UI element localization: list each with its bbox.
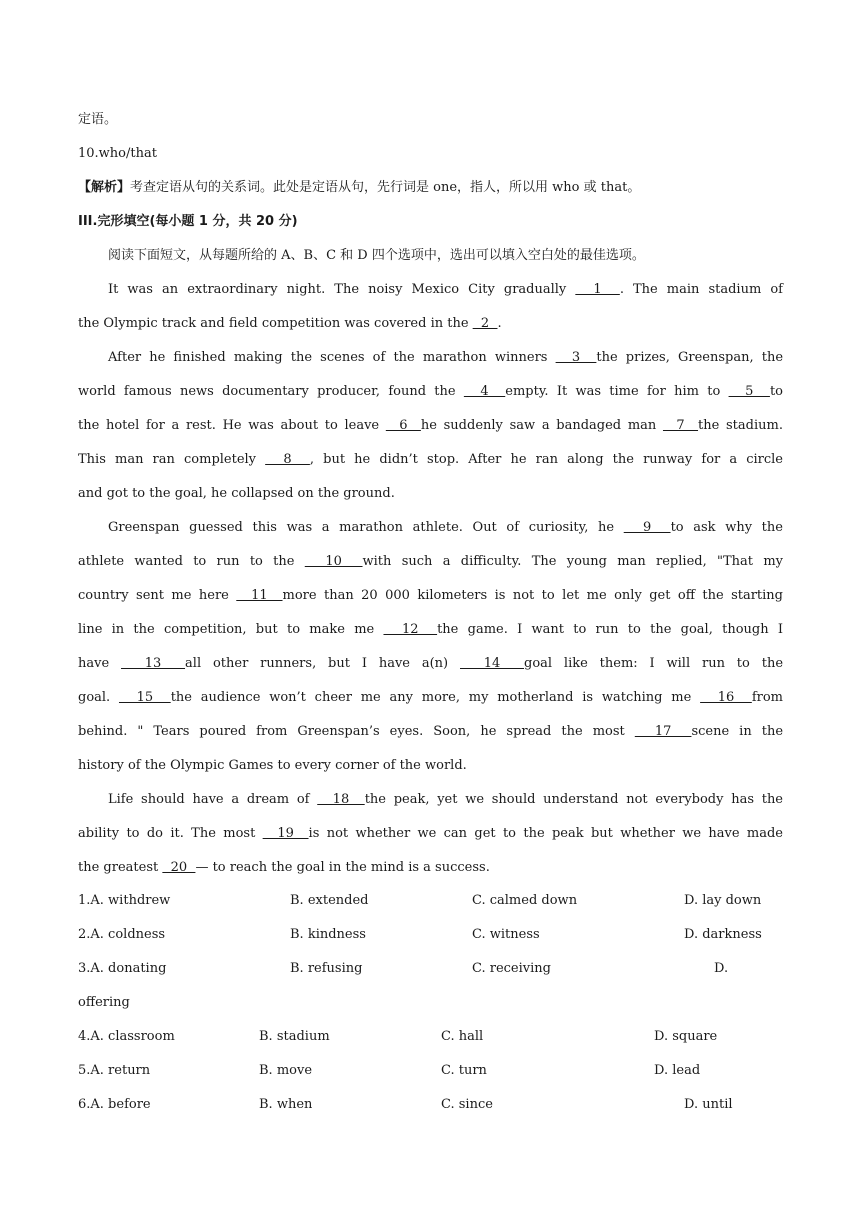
explanation — [78, 178, 783, 198]
instructions: 阅读下面短文，从每题所给的 A、B、C 和 D 四个选项中，选出可以填入空白处的最佳选项。 — [108, 248, 645, 263]
passage-line: After he finished making the scenes of the marathon winners 3 the prizes, Greenspan, the — [108, 350, 784, 365]
passage-line: have 13 all other runners, but I have a(n) 14 goal like them: I will run to the — [78, 656, 784, 671]
option-5a: 5.A. return — [78, 1063, 151, 1078]
option-1a: 1.A. withdrew — [78, 893, 171, 908]
option-5d: D. lead — [654, 1063, 701, 1078]
option-2c: C. witness — [472, 927, 540, 942]
blank-1: 1 — [575, 282, 620, 297]
blank-4: 4 — [463, 384, 506, 399]
passage-line: ability to do it. The most 19 is not whether we can get to the peak but whether we have made — [78, 826, 783, 841]
passage-line: world famous news documentary producer, found the 4 empty. It was time for him to 5 to — [78, 384, 783, 399]
blank-3: 3 — [555, 350, 597, 365]
blank-5: 5 — [728, 384, 770, 399]
option-3d-text: offering — [78, 995, 130, 1010]
option-4d: D. square — [654, 1029, 718, 1044]
option-4c: C. hall — [441, 1029, 484, 1044]
passage-line: the Olympic track and field competition was covered in the 2 . — [78, 316, 502, 331]
passage-line: line in the competition, but to make me 12 the game. I want to run to the goal, though I — [78, 622, 783, 637]
option-3d-label: D. — [714, 961, 729, 976]
blank-10: 10 — [304, 554, 363, 569]
blank-2: 2 — [472, 316, 498, 331]
blank-8: 8 — [265, 452, 310, 467]
option-1d: D. lay down — [684, 893, 762, 908]
option-1b: B. extended — [290, 893, 369, 908]
passage-line: Greenspan guessed this was a marathon athlete. Out of curiosity, he 9 to ask why the — [108, 520, 783, 535]
blank-11: 11 — [236, 588, 283, 603]
passage-line: behind. " Tears poured from Greenspan’s eyes. Soon, he spread the most 17 scene in the — [78, 724, 784, 739]
blank-18: 18 — [317, 792, 365, 807]
option-6c: C. since — [441, 1097, 493, 1112]
blank-6: 6 — [385, 418, 421, 433]
passage-line: goal. 15 the audience won’t cheer me any more, my motherland is watching me 16 from — [78, 690, 783, 705]
passage-line: history of the Olympic Games to every corner of the world. — [78, 758, 467, 773]
blank-7: 7 — [662, 418, 699, 433]
option-1c: C. calmed down — [472, 893, 578, 908]
passage-line: This man ran completely 8 , but he didn’t stop. After he ran along the runway for a circle — [78, 452, 783, 467]
passage-line: It was an extraordinary night. The noisy Mexico City gradually 1 . The main stadium of — [108, 282, 783, 297]
explanation-label: 【解析】 — [78, 180, 131, 195]
option-4b: B. stadium — [259, 1029, 330, 1044]
blank-12: 12 — [383, 622, 438, 637]
blank-16: 16 — [700, 690, 752, 705]
option-3a: 3.A. donating — [78, 961, 167, 976]
option-2d: D. darkness — [684, 927, 762, 942]
blank-19: 19 — [262, 826, 309, 841]
blank-15: 15 — [118, 690, 171, 705]
option-6a: 6.A. before — [78, 1097, 151, 1112]
blank-20: 20 — [162, 860, 196, 875]
blank-13: 13 — [121, 656, 186, 671]
option-2a: 2.A. coldness — [78, 927, 166, 942]
answer-number: 10.who/that — [78, 146, 157, 161]
option-5c: C. turn — [441, 1063, 487, 1078]
explanation-text: 考查定语从句的关系词。此处是定语从句，先行词是 one，指人，所以用 who 或 that。 — [130, 180, 641, 195]
option-3c: C. receiving — [472, 961, 551, 976]
passage-line: athlete wanted to run to the 10 with such a difficulty. The young man replied, "That my — [78, 554, 783, 569]
blank-14: 14 — [460, 656, 524, 671]
passage-line: the greatest 20 — to reach the goal in the mind is a success. — [78, 860, 490, 875]
passage-line: Life should have a dream of 18 the peak, yet we should understand not everybody has the — [108, 792, 784, 807]
answer-text: 定语。 — [78, 112, 118, 127]
passage-line: and got to the goal, he collapsed on the ground. — [78, 486, 395, 501]
blank-9: 9 — [623, 520, 671, 535]
section-heading: III.完形填空(每小题 1 分，共 20 分) — [78, 214, 298, 229]
option-6d: D. until — [684, 1097, 733, 1112]
passage-line: the hotel for a rest. He was about to leave 6 he suddenly saw a bandaged man 7 the stadium. — [78, 418, 783, 433]
blank-17: 17 — [634, 724, 692, 739]
option-5b: B. move — [259, 1063, 313, 1078]
passage-line: country sent me here 11 more than 20 000 kilometers is not to let me only get off the starting — [78, 588, 784, 603]
option-2b: B. kindness — [290, 927, 366, 942]
option-6b: B. when — [259, 1097, 313, 1112]
option-4a: 4.A. classroom — [78, 1029, 175, 1044]
option-3b: B. refusing — [290, 961, 363, 976]
